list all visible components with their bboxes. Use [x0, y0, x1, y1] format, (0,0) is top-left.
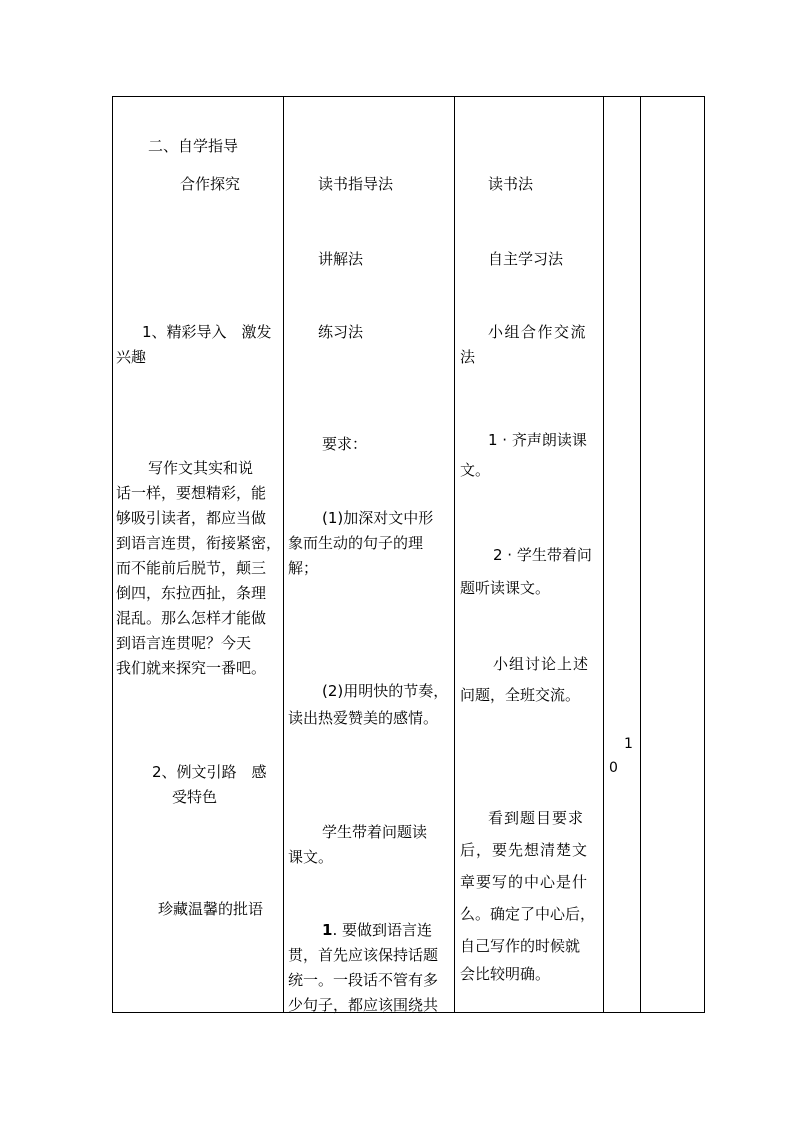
- step2-title: 2、例文引路 感: [152, 763, 267, 781]
- tip-line: 么。确定了中心后，: [460, 905, 596, 923]
- task-line: 学生带着问题读: [322, 823, 428, 841]
- time-digit: 1: [624, 736, 633, 752]
- activity-line: 2 · 学生带着问: [493, 546, 592, 564]
- activity-line: 小组讨论上述: [493, 655, 590, 673]
- step2-title-cont: 受特色: [172, 788, 218, 806]
- requirement-line: 解；: [288, 559, 319, 577]
- section-subheading: 合作探究: [180, 175, 241, 193]
- point-line: 统一。一段话不管有多: [288, 971, 439, 989]
- intro-line: 而不能前后脱节，颠三: [116, 559, 267, 577]
- intro-line: 够吸引读者，都应当做: [116, 509, 267, 527]
- step1-title: 1、精彩导入 激发: [142, 323, 272, 341]
- point-line: [322, 918, 432, 942]
- tip-line: 章要写的中心是什: [460, 873, 589, 891]
- intro-line: 我们就来探究一番吧。: [116, 659, 267, 677]
- point-line: 贯，首先应该保持话题: [288, 946, 439, 964]
- learning-method: 自主学习法: [488, 250, 564, 268]
- intro-line: 到语言连贯呢？今天: [116, 634, 252, 652]
- tip-line: 会比较明确。: [460, 965, 551, 983]
- point-line: 少句子，都应该围绕共: [288, 996, 439, 1014]
- intro-line: 写作文其实和说: [148, 459, 254, 477]
- teaching-method: 读书指导法: [318, 175, 394, 193]
- intro-line: 话一样，要想精彩，能: [116, 484, 267, 502]
- column-divider: [603, 97, 604, 1012]
- requirement-line: 读出热爱赞美的感情。: [288, 709, 439, 727]
- time-digit: 0: [609, 760, 618, 776]
- point-text: . 要做到语言连: [332, 921, 432, 939]
- intro-line: 到语言连贯，衔接紧密，: [116, 534, 282, 552]
- tip-line: 后，要先想清楚文: [460, 841, 589, 859]
- activity-line: 问题，全班交流。: [460, 686, 581, 704]
- column-divider: [640, 97, 641, 1012]
- tip-line: 自己写作的时候就: [460, 937, 581, 955]
- learning-method: 小组合作交流: [488, 323, 588, 341]
- intro-line: 混乱。那么怎样才能做: [116, 609, 267, 627]
- activity-line: 1 · 齐声朗读课: [488, 431, 587, 449]
- activity-line: 文。: [460, 461, 491, 479]
- requirement-title: 要求：: [322, 435, 368, 453]
- intro-line: 倒四，东拉西扯，条理: [116, 584, 267, 602]
- teaching-method: 练习法: [318, 323, 364, 341]
- example-title: 珍藏温馨的批语: [158, 900, 264, 918]
- requirement-line: (2)用明快的节奏，: [322, 682, 449, 700]
- teaching-method: 讲解法: [318, 250, 364, 268]
- section-heading: 二、自学指导: [148, 137, 239, 155]
- column-divider: [283, 97, 284, 1012]
- requirement-line: (1)加深对文中形: [322, 509, 434, 527]
- requirement-line: 象而生动的句子的理: [288, 534, 424, 552]
- tip-line: 看到题目要求: [488, 809, 585, 827]
- learning-method-cont: 法: [460, 348, 476, 366]
- point-number: 1: [322, 921, 333, 939]
- step1-title-cont: 兴趣: [116, 348, 147, 366]
- learning-method: 读书法: [488, 175, 534, 193]
- task-line: 课文。: [288, 848, 334, 866]
- activity-line: 题听读课文。: [460, 579, 551, 597]
- column-divider: [454, 97, 455, 1012]
